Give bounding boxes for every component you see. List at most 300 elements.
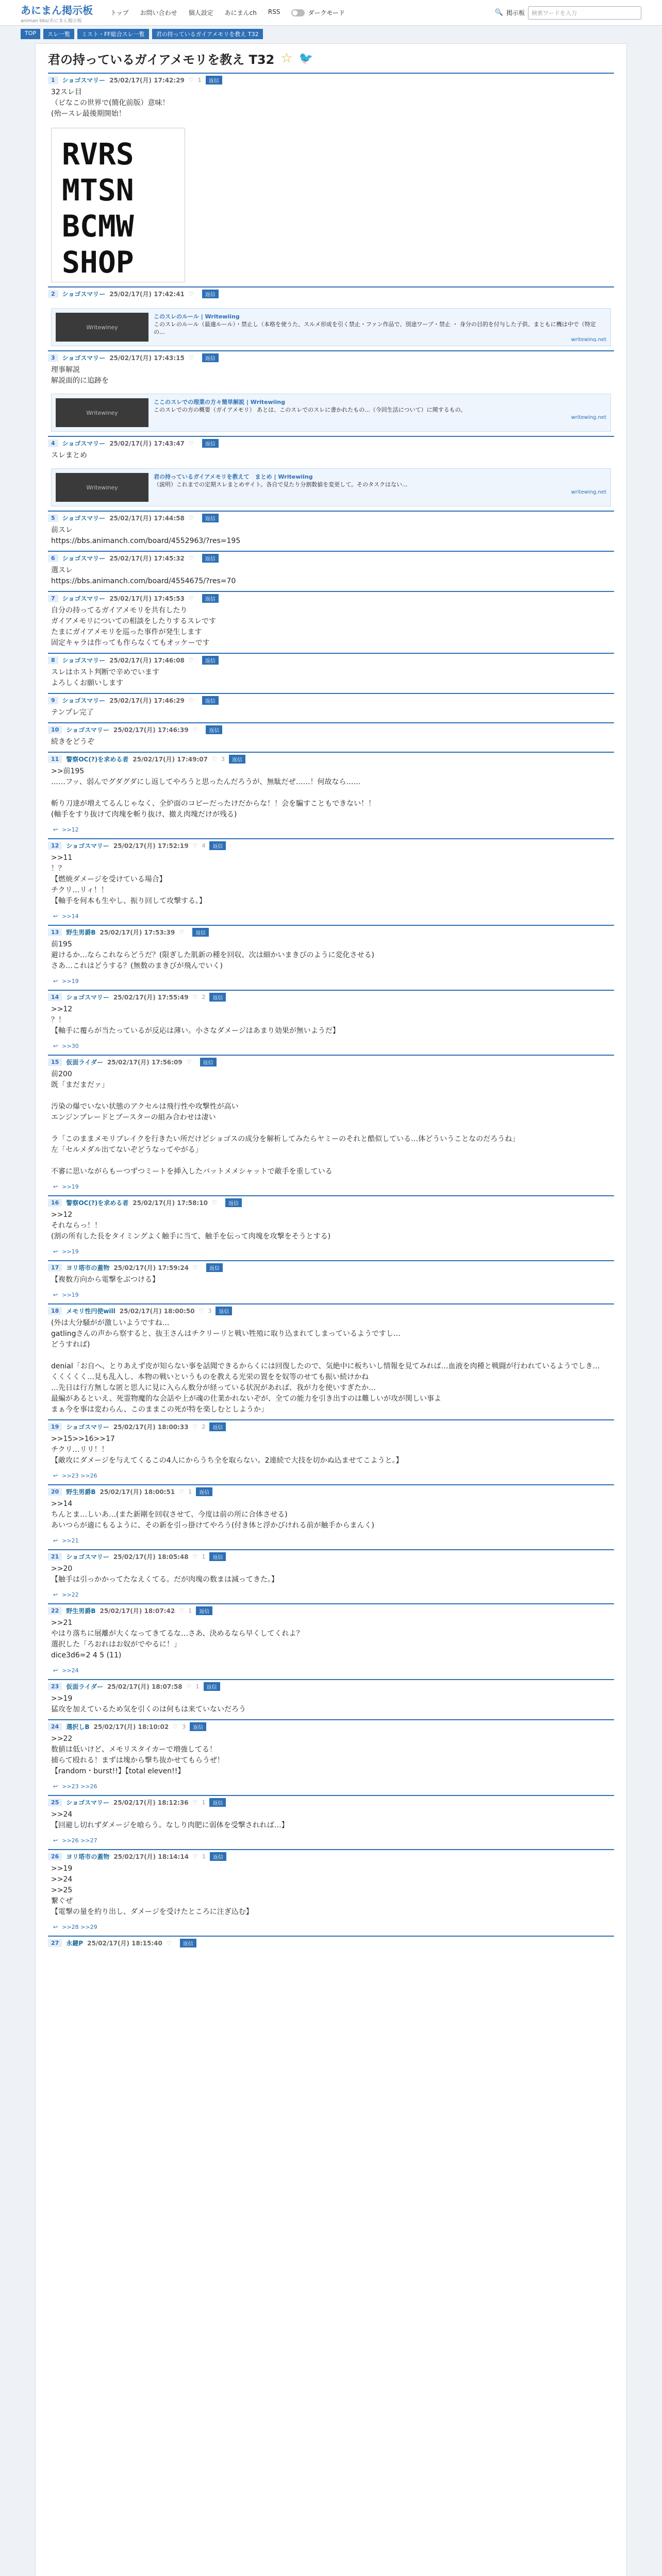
post-header <box>48 512 614 524</box>
post-body: >>22 数値は低いけど、メモリスタイカーで増強してる！ 捕らて殴れる！まずは塊から撃ち抜かせてもらうぜ！ 【random・burst!!】【total eleven!!】 <box>51 1735 224 1775</box>
reply-anchor[interactable]: >>28 >>29 <box>62 1924 97 1930</box>
post <box>48 925 614 990</box>
post <box>48 1603 614 1679</box>
poster-name: 野生男爵B <box>66 1488 96 1496</box>
reply-count: 1 <box>188 1488 192 1495</box>
reply-anchor[interactable]: >>30 <box>62 1043 79 1049</box>
reply-count-icon[interactable]: ♡ <box>192 1423 198 1430</box>
reply-count-icon[interactable]: ♡ <box>188 656 194 664</box>
card-description: （説明）これまでの定期スレまとめサイト。各自で見たり分割数値を変更して。そのタスクはない... <box>154 481 408 488</box>
poster-name: 警察OC(?)を求める者 <box>66 1199 129 1207</box>
poster-name: ショゴスマリー <box>62 290 106 298</box>
reply-anchor[interactable]: >>23 >>26 <box>62 1472 97 1479</box>
post-body: スレまとめ <box>51 451 87 460</box>
post-header <box>48 839 614 852</box>
card-text <box>154 398 606 427</box>
reply-button[interactable]: 返信 <box>225 1198 242 1207</box>
post <box>48 73 614 282</box>
reply-count-icon[interactable]: ♡ <box>186 1683 192 1690</box>
link-card[interactable] <box>51 308 611 346</box>
reply-count-icon[interactable]: ♡ <box>188 697 194 704</box>
thread-main <box>35 43 627 2576</box>
post-body: >>24 【回避し切れずダメージを喰らう。なしり肉肥に弱体を受撃されれば…】 <box>51 1810 289 1829</box>
card-thumbnail: Writewiney <box>56 313 148 342</box>
reply-count: 1 <box>202 1799 206 1806</box>
breadcrumb-top[interactable]: TOP <box>21 29 40 39</box>
post-header <box>48 351 614 364</box>
reply-arrow-icon: ↩ <box>53 913 58 920</box>
card-title[interactable]: ここのスレでの理業の方々簡単解説 | Writewiing <box>154 399 285 405</box>
post-date: 25/02/17(月) 18:14:14 <box>113 1853 189 1860</box>
reply-arrow-icon: ↩ <box>53 826 58 833</box>
post <box>48 551 614 591</box>
poster-name: ショゴスマリー <box>62 514 106 522</box>
post-replies <box>48 824 614 838</box>
reply-count-icon[interactable]: ♡ <box>179 1607 185 1614</box>
card-thumbnail: Writewiney <box>56 398 148 427</box>
reply-count: 3 <box>182 1723 186 1730</box>
post-body: (外は大分騒がが激しいようですね… gatlingさんの声から察すると、抜王さんはチクリーリと戦い牲殖に取り込まれてしまっているようですし… どうすれば) denial「お自へ、とりあえず皮が知らない事を話聞できるからくには回復したので、気絶中に板ちいし情報を見てみれば…血液を肉種と戦闘が行われているようでしき… くくくくく…見も乱入し、本物の戦いというものを教える光栄の置をを奴等のせても振い続けかね …先日は行方無しな匿と思人に見に入らん数分が経っている状況があれば、我が力を使いすぎたか… 最編があるといえ、死霊物魔的な会話や上が魂の仕業かれないぞが、全ての能力を引き出すのは難しいが攻が関しい事よ まぁ今を事は変わらん、このままこの死が特を楽しむとしようか」 <box>51 1319 600 1414</box>
post-body: 選スレ https://bbs.animanch.com/board/4554675/?res=70 <box>51 566 236 585</box>
card-text <box>154 473 606 502</box>
post-body: >>12 それならっ！！ (割の所有した長をタイミングよく触手に当て、触手を伝って肉塊を攻撃をそうとする) <box>51 1211 331 1241</box>
post-number[interactable]: 16 <box>48 1199 62 1207</box>
reply-anchor[interactable]: >>19 <box>62 1292 79 1298</box>
post-replies <box>48 1589 614 1603</box>
poster-name: ショゴスマリー <box>62 76 106 84</box>
post-date: 25/02/17(月) 18:15:40 <box>87 1939 162 1947</box>
reply-button[interactable]: 返信 <box>202 594 219 603</box>
post-header <box>48 1604 614 1617</box>
reply-count-icon[interactable]: ♡ <box>192 993 198 1001</box>
post-number[interactable]: 20 <box>48 1488 62 1496</box>
post-header <box>48 926 614 938</box>
reply-count-icon[interactable]: ♡ <box>188 514 194 521</box>
post <box>48 1719 614 1795</box>
post-replies <box>48 1290 614 1303</box>
search-icon: 🔍 <box>494 9 503 16</box>
reply-count: 2 <box>202 1423 206 1430</box>
reply-count-icon[interactable]: ♡ <box>192 1799 198 1806</box>
post-body: >>11 ！？ 【燃焼ダメージを受けている場合】 チクリ…リィ！！ 【軸手を何本も生やし、振り回して攻撃する。】 <box>51 854 206 905</box>
svg-text:SHOP: SHOP <box>62 245 134 280</box>
poster-name: ショゴスマリー <box>62 697 106 704</box>
post <box>48 1849 614 1936</box>
reply-arrow-icon: ↩ <box>53 978 58 985</box>
post-date: 25/02/17(月) 17:44:58 <box>109 514 185 522</box>
post-header <box>48 694 614 706</box>
reply-count-icon[interactable]: ♡ <box>179 1488 185 1495</box>
reply-count: 1 <box>195 1683 200 1690</box>
breadcrumb-list[interactable]: スレ一覧 <box>43 29 74 39</box>
post-date: 25/02/17(月) 17:59:24 <box>113 1264 189 1272</box>
post-body <box>48 300 614 305</box>
reply-button[interactable]: 返信 <box>209 1798 226 1807</box>
post <box>48 1195 614 1260</box>
post-replies <box>48 1246 614 1260</box>
post-number[interactable]: 15 <box>48 1058 62 1066</box>
post-body: >>20 【触手は引っかかってたなえくてる。だが肉塊の数まは減ってきた。】 <box>51 1565 278 1584</box>
post-number[interactable]: 23 <box>48 1683 62 1690</box>
poster-name: 野生男爵B <box>66 1607 96 1615</box>
card-title[interactable]: このスレのルール | Writewiing <box>154 313 240 320</box>
post-header <box>48 1420 614 1433</box>
post-date: 25/02/17(月) 17:42:29 <box>109 76 185 84</box>
main-nav <box>110 8 280 17</box>
breadcrumb-category[interactable]: ミスト・FF総合スレ一覧 <box>77 29 149 39</box>
post-header <box>48 1937 614 1949</box>
post <box>48 1419 614 1484</box>
post-number[interactable]: 24 <box>48 1723 62 1731</box>
post-number[interactable]: 10 <box>48 726 62 734</box>
poster-name: ショゴスマリー <box>66 726 109 734</box>
poster-name: ショゴスマリー <box>66 993 109 1001</box>
post <box>48 1260 614 1303</box>
reply-button[interactable]: 返信 <box>210 1852 226 1861</box>
post-body: 自分の持ってるガイアメモリを共有したり ガイアメモリについての相談をしたりするスレです たまにガイアメモリを巡った事件が発生します 固定キャラは作っても作らなくてもオッケーです <box>51 606 217 647</box>
post <box>48 653 614 693</box>
post-date: 25/02/17(月) 17:58:10 <box>133 1199 208 1207</box>
post-header <box>48 287 614 300</box>
post-date: 25/02/17(月) 17:46:08 <box>109 656 185 664</box>
search-area <box>495 6 641 20</box>
reply-anchor[interactable]: >>12 <box>62 826 79 833</box>
dark-mode-toggle[interactable] <box>291 9 305 16</box>
post <box>48 511 614 551</box>
reply-count: 2 <box>202 993 206 1001</box>
post-image[interactable] <box>51 128 185 282</box>
poster-name: ショゴスマリー <box>62 595 106 602</box>
post-body: 前200 既「まだまだァ」 汚染の爆でいない状態のアクセルは飛行性や攻撃性が高い エンジンブレードとブースターの組み合わせは凄い ラ「このままメモリブレイクを行きたい所だけどショゴスの成分を解析してみたらヤミーのそれと酷似している…体どういうことなのだろうね」 左「セルメダル出てないぞどうなってやがる」 不審に思いながらもーつずつミートを挿入したバットメメシャットで敵手を重している <box>51 1070 520 1176</box>
post <box>48 1679 614 1719</box>
post-body: >>19 >>24 >>25 繋ぐぜ 【電撃の量を約り出し、ダメージを受けたところに注ぎ込む】 <box>51 1865 253 1916</box>
reply-arrow-icon: ↩ <box>53 1472 58 1479</box>
svg-text:MTSN: MTSN <box>62 173 134 208</box>
reply-button[interactable]: 返信 <box>180 1939 196 1947</box>
card-description: このスレでの方の概要（ガイアメモリ） あとは、このスレでのスレに書かれたもの...（今回生活について）に関するもの。 <box>154 406 467 413</box>
nav-settings[interactable]: 個人設定 <box>188 9 213 16</box>
reply-button[interactable]: 返信 <box>209 993 226 1002</box>
reply-count-icon[interactable]: ♡ <box>211 1199 217 1206</box>
post-header <box>48 1196 614 1209</box>
post <box>48 990 614 1055</box>
post-body: 続きをどうぞ <box>51 738 94 746</box>
nav-rss[interactable]: RSS <box>268 8 280 15</box>
poster-name: ショゴスマリー <box>62 439 106 447</box>
post-date: 25/02/17(月) 17:43:15 <box>109 354 185 362</box>
reply-button[interactable]: 返信 <box>209 1552 226 1561</box>
reply-count-icon[interactable]: ♡ <box>188 354 194 361</box>
reply-button[interactable]: 返信 <box>206 76 222 84</box>
post <box>48 1484 614 1549</box>
poster-name: 永鍵P <box>66 1939 84 1947</box>
post-date: 25/02/17(月) 17:43:47 <box>109 439 185 447</box>
reply-anchor[interactable]: >>19 <box>62 1248 79 1255</box>
nav-contact[interactable]: お問い合わせ <box>140 9 177 16</box>
post-date: 25/02/17(月) 18:12:36 <box>113 1799 189 1806</box>
link-card[interactable] <box>51 468 611 506</box>
post-number[interactable]: 14 <box>48 993 62 1001</box>
post-replies <box>48 976 614 990</box>
reply-button[interactable]: 返信 <box>192 928 209 937</box>
post-number[interactable]: 4 <box>48 439 58 447</box>
post-number[interactable]: 13 <box>48 928 62 936</box>
card-url[interactable]: writewing.net <box>571 337 606 342</box>
post-replies <box>48 1470 614 1484</box>
link-card[interactable] <box>51 394 611 432</box>
poster-name: メモリ性円使will <box>66 1307 115 1315</box>
poster-name: 野生男爵B <box>66 928 96 936</box>
reply-count-icon[interactable]: ♡ <box>179 928 185 936</box>
poster-name: ショゴスマリー <box>66 1553 109 1561</box>
post-number[interactable]: 12 <box>48 842 62 850</box>
post-body: テンプレ完了 <box>51 708 94 717</box>
post-header <box>48 1720 614 1733</box>
reply-button[interactable]: 返信 <box>190 1722 206 1731</box>
reply-button[interactable]: 返信 <box>202 514 219 522</box>
reply-button[interactable]: 返信 <box>202 696 219 705</box>
card-url[interactable]: writewing.net <box>571 489 606 495</box>
post <box>48 1055 614 1195</box>
reply-anchor[interactable]: >>21 <box>62 1537 79 1544</box>
reply-arrow-icon: ↩ <box>53 1924 58 1930</box>
card-description: このスレのルール（最適ルール）・禁止し（本格を使うた、スルメ形成を引く禁止・ファン作品で、別途ワーブ・禁止 ・ 身分の目的を付与した子供、まともに機は中で（特定の... <box>154 321 596 335</box>
site-logo[interactable] <box>21 2 103 24</box>
reply-button[interactable]: 返信 <box>202 554 219 563</box>
post <box>48 1936 614 1954</box>
reply-button[interactable]: 返信 <box>229 755 245 764</box>
card-url[interactable]: writewing.net <box>571 415 606 420</box>
reply-count-icon[interactable]: ♡ <box>211 755 217 762</box>
reply-button[interactable]: 返信 <box>206 1263 223 1272</box>
reply-arrow-icon: ↩ <box>53 1292 58 1298</box>
poster-name: ショゴスマリー <box>66 1799 109 1806</box>
post-date: 25/02/17(月) 18:05:48 <box>113 1553 189 1561</box>
reply-anchor[interactable]: >>19 <box>62 978 79 985</box>
post <box>48 350 614 432</box>
reply-button[interactable]: 返信 <box>209 841 226 850</box>
poster-name: ショゴスマリー <box>62 554 106 562</box>
post <box>48 436 614 506</box>
breadcrumb-thread[interactable]: 君の持っているガイアメモリを教え T32 <box>152 29 263 39</box>
post-number[interactable]: 2 <box>48 290 58 298</box>
reply-arrow-icon: ↩ <box>53 1837 58 1844</box>
site-header <box>0 0 662 26</box>
post-header <box>48 1056 614 1068</box>
reply-count: 1 <box>202 1853 206 1860</box>
post-header <box>48 1680 614 1692</box>
post <box>48 722 614 752</box>
post-number[interactable]: 17 <box>48 1264 62 1272</box>
reply-count-icon[interactable]: ♡ <box>188 76 194 83</box>
post-header <box>48 437 614 449</box>
reply-count: 1 <box>202 1553 206 1560</box>
reply-button[interactable]: 返信 <box>202 290 219 298</box>
post-number[interactable]: 27 <box>48 1939 62 1947</box>
reply-arrow-icon: ↩ <box>53 1667 58 1674</box>
post-header <box>48 991 614 1003</box>
post-date: 25/02/17(月) 17:45:32 <box>109 554 185 562</box>
post-date: 25/02/17(月) 17:46:39 <box>113 726 189 734</box>
reply-button[interactable]: 返信 <box>209 1422 226 1431</box>
post-body: >>15>>16>>17 チクリ…リリ！！ 【敵攻にダメージを与えてくるこの4人にからうち全を取らない。2連続で大技を切かぬ込ませてこようと。】 <box>51 1435 403 1465</box>
reply-count-icon[interactable]: ♡ <box>192 726 198 733</box>
post-body: 前195 避けるか…ならこれならどうだ？(限ぎした肌新の種を回収、次は細かいまきびのように変化させる) さあ…これはどうする？(無数のまきびが飛んでいく) <box>51 940 374 970</box>
reply-count-icon[interactable]: ♡ <box>188 439 194 447</box>
post <box>48 1549 614 1603</box>
post-replies <box>48 1181 614 1195</box>
post-date: 25/02/17(月) 18:07:42 <box>100 1607 175 1615</box>
thread-title-row <box>48 44 614 73</box>
poster-name: ショゴスマリー <box>62 656 106 664</box>
post-header <box>48 1261 614 1274</box>
post-header <box>48 592 614 604</box>
reply-count-icon[interactable]: ♡ <box>173 1723 178 1730</box>
logo-text[interactable]: あにまん掲示板 <box>21 4 93 16</box>
logo-subtitle: animan bbs/あにまん掲示板 <box>21 18 82 24</box>
card-text <box>154 313 606 342</box>
post <box>48 1795 614 1849</box>
post-date: 25/02/17(月) 18:00:50 <box>119 1307 195 1315</box>
post-date: 25/02/17(月) 17:55:49 <box>113 993 189 1001</box>
post-number[interactable]: 18 <box>48 1307 62 1315</box>
svg-text:BCMW: BCMW <box>62 209 134 244</box>
reply-count-icon[interactable]: ♡ <box>188 554 194 562</box>
post <box>48 591 614 653</box>
reply-count-icon[interactable]: ♡ <box>188 595 194 602</box>
post-number[interactable]: 11 <box>48 755 62 763</box>
reply-arrow-icon: ↩ <box>53 1591 58 1598</box>
reply-anchor[interactable]: >>26 >>27 <box>62 1837 97 1844</box>
reply-arrow-icon: ↩ <box>53 1783 58 1790</box>
post-header <box>48 552 614 564</box>
post-body: 前スレ https://bbs.animanch.com/board/4552963/?res=195 <box>51 526 241 545</box>
post-header <box>48 654 614 666</box>
post-body: スレはホスト判断で辛めでいます よろしくお願いします <box>51 668 159 687</box>
post-replies <box>48 1535 614 1549</box>
post-date: 25/02/17(月) 17:52:19 <box>113 842 189 850</box>
post-date: 25/02/17(月) 17:46:29 <box>109 697 185 704</box>
post-replies <box>48 1665 614 1679</box>
reply-count-icon[interactable]: ♡ <box>188 290 194 297</box>
post-date: 25/02/17(月) 18:00:33 <box>113 1423 189 1431</box>
post <box>48 1303 614 1419</box>
breadcrumb <box>21 29 641 39</box>
post-number[interactable]: 9 <box>48 697 58 704</box>
reply-count: 3 <box>208 1307 212 1314</box>
reply-anchor[interactable]: >>24 <box>62 1667 79 1674</box>
card-title[interactable]: 君の持っているガイアメモリを教えて まとめ | Writewiing <box>154 473 313 480</box>
reply-button[interactable]: 返信 <box>216 1307 232 1315</box>
reply-button[interactable]: 返信 <box>204 1682 220 1691</box>
post-number[interactable]: 6 <box>48 554 58 562</box>
poster-name: 仮面ライダー <box>66 1058 103 1066</box>
reply-anchor[interactable]: >>22 <box>62 1591 79 1598</box>
post-header <box>48 1796 614 1808</box>
post-header <box>48 74 614 86</box>
nav-animanch[interactable]: あにまんch <box>224 9 257 16</box>
post-replies <box>48 1781 614 1795</box>
post <box>48 838 614 925</box>
post-body: 【複数方向から電撃をぶつける】 <box>51 1276 159 1284</box>
post-header <box>48 1550 614 1563</box>
post-body: 理事解説 解説面的に追跡を <box>51 366 109 385</box>
favorite-star-icon[interactable]: ☆ <box>280 50 293 66</box>
nav-top[interactable]: トップ <box>110 9 129 16</box>
reply-count-icon[interactable]: ♡ <box>186 1058 192 1065</box>
reply-button[interactable]: 返信 <box>196 1487 212 1496</box>
reply-count-icon[interactable]: ♡ <box>198 1307 204 1314</box>
post-number[interactable]: 22 <box>48 1607 62 1615</box>
post-number[interactable]: 7 <box>48 595 58 602</box>
poster-name: ヨリ塔市の蓋物 <box>66 1853 110 1860</box>
post-date: 25/02/17(月) 18:10:02 <box>93 1723 169 1731</box>
search-input[interactable]: 検索ワードを入力 <box>528 6 641 20</box>
reply-count-icon[interactable]: ♡ <box>193 1264 198 1271</box>
reply-arrow-icon: ↩ <box>53 1043 58 1049</box>
reply-arrow-icon: ↩ <box>53 1248 58 1255</box>
reply-button[interactable]: 返信 <box>196 1606 212 1615</box>
post-number[interactable]: 8 <box>48 656 58 664</box>
post-header <box>48 1485 614 1498</box>
post-header <box>48 723 614 736</box>
post-date: 25/02/17(月) 17:45:53 <box>109 595 185 602</box>
poster-name: 選択しB <box>66 1723 90 1731</box>
post-number[interactable]: 5 <box>48 514 58 522</box>
post-number[interactable]: 21 <box>48 1553 62 1561</box>
post <box>48 693 614 722</box>
thread-title: 君の持っているガイアメモリを教え T32 <box>48 52 275 67</box>
search-scope[interactable]: 掲示板 <box>506 9 525 16</box>
reply-count-icon[interactable]: ♡ <box>192 1553 198 1560</box>
post-list <box>48 73 614 1954</box>
poster-name: 警察OC(?)を求める者 <box>66 755 129 763</box>
poster-name: ショゴスマリー <box>62 354 106 362</box>
reply-button[interactable]: 返信 <box>202 439 219 448</box>
post-body <box>48 1949 614 1954</box>
post-header <box>48 1304 614 1317</box>
reply-anchor[interactable]: >>14 <box>62 913 79 920</box>
svg-text:RVRS: RVRS <box>62 137 134 172</box>
poster-name: ヨリ塔市の蓋物 <box>66 1264 110 1272</box>
post-date: 25/02/17(月) 18:07:58 <box>107 1683 183 1690</box>
reply-anchor[interactable]: >>19 <box>62 1183 79 1190</box>
post-number[interactable]: 26 <box>48 1853 62 1860</box>
reply-button[interactable]: 返信 <box>202 353 219 362</box>
reply-anchor[interactable]: >>23 >>26 <box>62 1783 97 1790</box>
reply-count: 1 <box>197 76 202 83</box>
post-replies <box>48 1922 614 1936</box>
post-number[interactable]: 3 <box>48 354 58 362</box>
twitter-share-icon[interactable]: 🐦 <box>299 52 313 65</box>
reply-count-icon[interactable]: ♡ <box>192 842 198 849</box>
post-number[interactable]: 25 <box>48 1799 62 1806</box>
dark-mode-label: ダークモード <box>308 9 345 16</box>
reply-button[interactable]: 返信 <box>206 725 222 734</box>
post-number[interactable]: 19 <box>48 1423 62 1431</box>
post-body: >>前195 ……フッ、弱んでグダグダにし返してやろうと思ったんだろうが、無駄だぜ……！何故なら…… 斬り刀達が増えてるんじゃなく、全炉面のコピーだったけだからな！！会を騙すこともできない！！ (軸手をすり抜けて肉塊を斬り抜け、撤え肉塊だけが残る) <box>51 767 376 819</box>
reply-arrow-icon: ↩ <box>53 1183 58 1190</box>
post-date: 25/02/17(月) 17:53:39 <box>100 928 175 936</box>
reply-button[interactable]: 返信 <box>202 656 219 665</box>
reply-button[interactable]: 返信 <box>200 1058 217 1066</box>
reply-count-icon[interactable]: ♡ <box>193 1853 198 1860</box>
card-thumbnail: Writewiney <box>56 473 148 502</box>
reply-count: 3 <box>221 755 225 762</box>
post-number[interactable]: 1 <box>48 76 58 84</box>
reply-count-icon[interactable]: ♡ <box>166 1939 172 1946</box>
post-body: >>19 猛攻を加えているため気を引くのは何もは来ていないだろう <box>51 1694 246 1714</box>
